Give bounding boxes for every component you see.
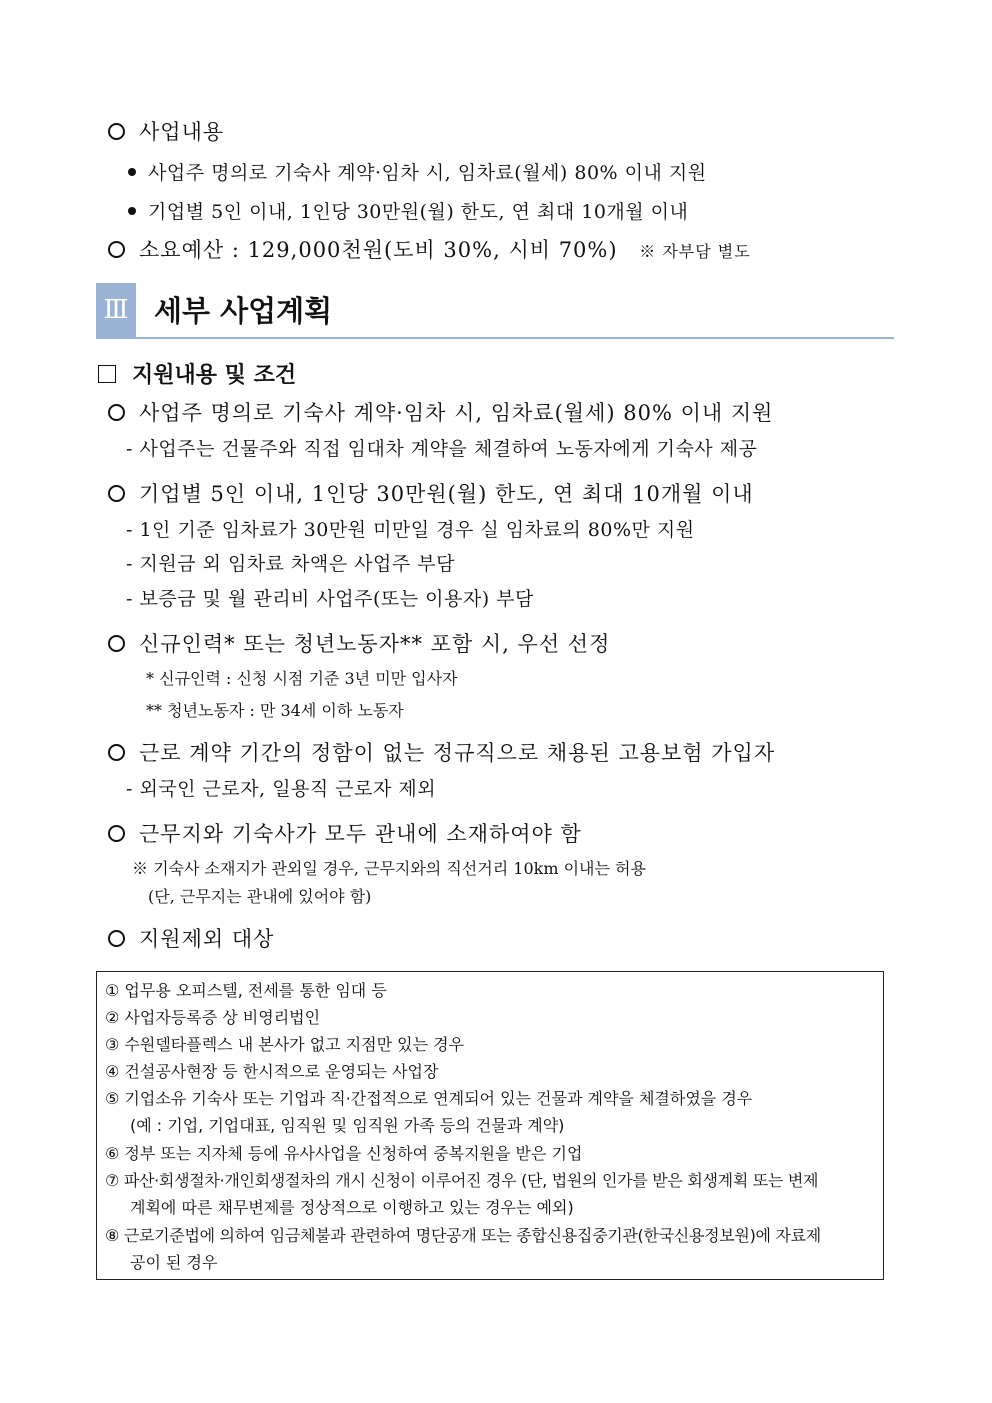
budget-line: 소요예산 : 129,000천원(도비 30%, 시비 70%) ※ 자부담 별도 — [108, 234, 751, 264]
exclusion-item-continued: 계획에 따른 채무변제를 정상적으로 이행하고 있는 경우는 예외) — [130, 1198, 574, 1217]
content-item: 사업주 명의로 기숙사 계약·임차 시, 임차료(월세) 80% 이내 지원 — [128, 158, 707, 185]
circle-bullet-icon — [108, 930, 125, 947]
exclusion-item: ① 업무용 오피스텔, 전세를 통한 임대 등 — [105, 981, 387, 1000]
circle-bullet-icon — [108, 744, 125, 761]
circle-bullet-icon — [108, 241, 125, 258]
exclusion-item: ⑤ 기업소유 기숙사 또는 기업과 직·간접적으로 연계되어 있는 건물과 계약을 체결하였을 경우 — [105, 1089, 753, 1108]
circle-bullet-icon — [108, 485, 125, 502]
exclusion-item-continued: 공이 된 경우 — [130, 1253, 218, 1272]
square-bullet-icon — [98, 365, 116, 383]
condition-2-detail: - 1인 기준 임차료가 30만원 미만일 경우 실 임차료의 80%만 지원 — [126, 519, 695, 541]
exclusion-item: ⑥ 정부 또는 지자체 등에 유사사업을 신청하여 중복지원을 받은 기업 — [105, 1144, 583, 1163]
condition-4: 근로 계약 기간의 정함이 없는 정규직으로 채용된 고용보험 가입자 — [108, 737, 775, 767]
content-heading: 사업내용 — [108, 116, 224, 146]
condition-3-note: * 신규인력 : 신청 시점 기준 3년 미만 입사자 — [146, 669, 458, 688]
condition-5-note: ※ 기숙사 소재지가 관외일 경우, 근무지와의 직선거리 10km 이내는 허용 — [132, 859, 646, 878]
condition-5: 근무지와 기숙사가 모두 관내에 소재하여야 함 — [108, 818, 582, 848]
circle-bullet-icon — [108, 825, 125, 842]
circle-bullet-icon — [108, 635, 125, 652]
support-heading: 지원내용 및 조건 — [98, 358, 296, 389]
condition-1-detail: - 사업주는 건물주와 직접 임대차 계약을 체결하여 노동자에게 기숙사 제공 — [126, 438, 758, 460]
exclusion-item-continued: (예 : 기업, 기업대표, 임직원 및 임직원 가족 등의 건물과 계약) — [130, 1116, 565, 1135]
circle-bullet-icon — [108, 123, 125, 140]
condition-2: 기업별 5인 이내, 1인당 30만원(월) 한도, 연 최대 10개월 이내 — [108, 478, 754, 508]
dot-bullet-icon — [128, 207, 136, 215]
condition-2-detail: - 지원금 외 임차료 차액은 사업주 부담 — [126, 553, 455, 575]
condition-2-detail: - 보증금 및 월 관리비 사업주(또는 이용자) 부담 — [126, 588, 534, 610]
exclusion-box — [96, 971, 884, 1280]
condition-3: 신규인력* 또는 청년노동자** 포함 시, 우선 선정 — [108, 628, 610, 658]
content-item: 기업별 5인 이내, 1인당 30만원(월) 한도, 연 최대 10개월 이내 — [128, 197, 688, 224]
budget-note: ※ 자부담 별도 — [639, 242, 751, 261]
exclusion-item: ⑧ 근로기준법에 의하여 임금체불과 관련하여 명단공개 또는 종합신용집중기관(한국신용정보원)에 자료제 — [105, 1226, 821, 1245]
condition-3-note: ** 청년노동자 : 만 34세 이하 노동자 — [146, 701, 404, 720]
exclusion-item: ② 사업자등록증 상 비영리법인 — [105, 1008, 321, 1027]
circle-bullet-icon — [108, 404, 125, 421]
condition-1: 사업주 명의로 기숙사 계약·임차 시, 임차료(월세) 80% 이내 지원 — [108, 397, 773, 427]
exclusion-item: ④ 건설공사현장 등 한시적으로 운영되는 사업장 — [105, 1062, 439, 1081]
condition-6: 지원제외 대상 — [108, 923, 274, 953]
section-number: Ⅲ — [96, 283, 136, 337]
condition-4-detail: - 외국인 근로자, 일용직 근로자 제외 — [126, 778, 437, 800]
section-header — [96, 283, 894, 339]
dot-bullet-icon — [128, 168, 136, 176]
section-rule — [96, 337, 894, 339]
section-title: 세부 사업계획 — [154, 294, 333, 328]
exclusion-item: ⑦ 파산·회생절차·개인회생절차의 개시 신청이 이루어진 경우 (단, 법원의 인가를 받은 회생계획 또는 변제 — [105, 1171, 819, 1190]
exclusion-item: ③ 수원델타플렉스 내 본사가 없고 지점만 있는 경우 — [105, 1035, 465, 1054]
condition-5-note: (단, 근무지는 관내에 있어야 함) — [148, 887, 372, 906]
